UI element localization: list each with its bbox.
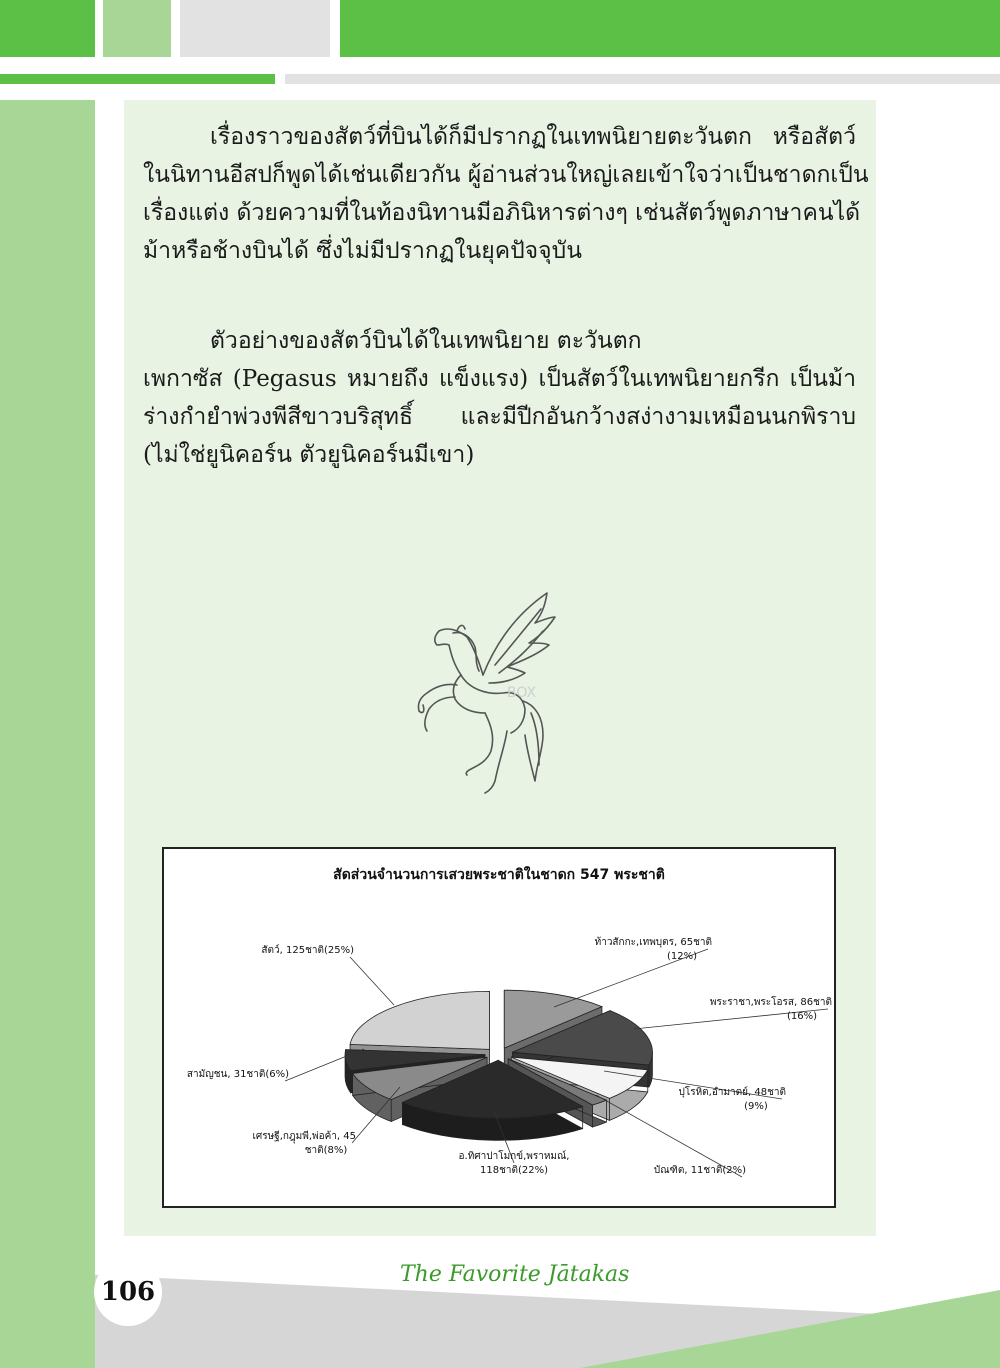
pegasus-illustration xyxy=(395,585,565,805)
pie-slice-percent-label: 118ชาติ(22%) xyxy=(479,1165,549,1176)
paragraph-1-line-1: เรื่องราวของสัตว์ที่บินได้ก็มีปรากฏในเทพนิยายตะวันตก หรือสัตว์ xyxy=(210,124,856,150)
watermark-text: BOX xyxy=(507,685,537,701)
header-band-green-right xyxy=(340,0,1000,57)
pie-chart xyxy=(162,847,836,1208)
paragraph-2-line-3: ร่างกำยำพ่วงพีสีขาวบริสุทธิ์ และมีปีกอันกว้างสง่างามเหมือนนกพิราบ xyxy=(143,404,856,430)
chart-title: สัดส่วนจำนวนการเสวยพระชาติในชาดก 547 พระชาติ xyxy=(333,867,665,883)
pie-slice xyxy=(350,991,489,1049)
paragraph-2 xyxy=(143,322,856,474)
header-band-green-left xyxy=(0,0,95,57)
paragraph-2-line-2: เพกาซัส (Pegasus หมายถึง แข็งแรง) เป็นสัตว์ในเทพนิยายกรีก เป็นม้า xyxy=(143,366,856,392)
pie-chart-svg xyxy=(164,849,834,1206)
pie-slice-label: สัตว์, 125ชาติ(25%) xyxy=(261,945,354,956)
paragraph-1-line-3: เรื่องแต่ง ด้วยความที่ในท้องนิทานมีอภินิหารต่างๆ เช่นสัตว์พูดภาษาคนได้ xyxy=(143,200,861,226)
pie-slice-label: บัณฑิต, 11ชาติ(2%) xyxy=(653,1165,746,1176)
pie-slice-label: สามัญชน, 31ชาติ(6%) xyxy=(186,1069,289,1080)
header-rule-green xyxy=(0,74,275,84)
page-number: 106 xyxy=(94,1258,162,1326)
pie-slice-percent-label: (16%) xyxy=(786,1011,818,1022)
paragraph-1-line-4: ม้าหรือช้างบินได้ ซึ่งไม่มีปรากฏในยุคปัจจุบัน xyxy=(143,238,582,264)
left-sidebar xyxy=(0,100,95,1368)
header-rule-gray xyxy=(285,74,1000,84)
pie-slice-percent-label: ชาติ(8%) xyxy=(304,1145,348,1156)
pie-slice-percent-label: (12%) xyxy=(666,951,698,962)
footer-book-title: The Favorite Jātakas xyxy=(400,1262,630,1287)
pie-leader-line xyxy=(350,957,394,1005)
pie-slice-label: อ.ทิศาปาโมกข์,พราหมณ์, xyxy=(458,1151,570,1162)
header-band-light-green xyxy=(103,0,171,57)
pie-slice-label: เศรษฐี,กฎุมพี,พ่อค้า, 45 xyxy=(252,1131,356,1142)
paragraph-1 xyxy=(143,118,869,270)
pie-slice-label: ท้าวสักกะ,เทพบุตร, 65ชาติ xyxy=(594,937,712,948)
paragraph-1-line-2: ในนิทานอีสปก็พูดได้เช่นเดียวกัน ผู้อ่านส่วนใหญ่เลยเข้าใจว่าเป็นชาดกเป็น xyxy=(143,162,869,188)
pie-slice-percent-label: (9%) xyxy=(744,1101,768,1112)
pie-slice-label: ปุโรหิต,อำมาตย์, 48ชาติ xyxy=(678,1087,786,1098)
paragraph-2-line-1: ตัวอย่างของสัตว์บินได้ในเทพนิยาย ตะวันตก xyxy=(210,328,642,354)
paragraph-2-line-4: (ไม่ใช่ยูนิคอร์น ตัวยูนิคอร์นมีเขา) xyxy=(143,442,475,468)
header-band-gray xyxy=(180,0,330,57)
footer-sidebar xyxy=(0,1240,95,1368)
pie-slice-label: พระราชา,พระโอรส, 86ชาติ xyxy=(709,997,832,1008)
